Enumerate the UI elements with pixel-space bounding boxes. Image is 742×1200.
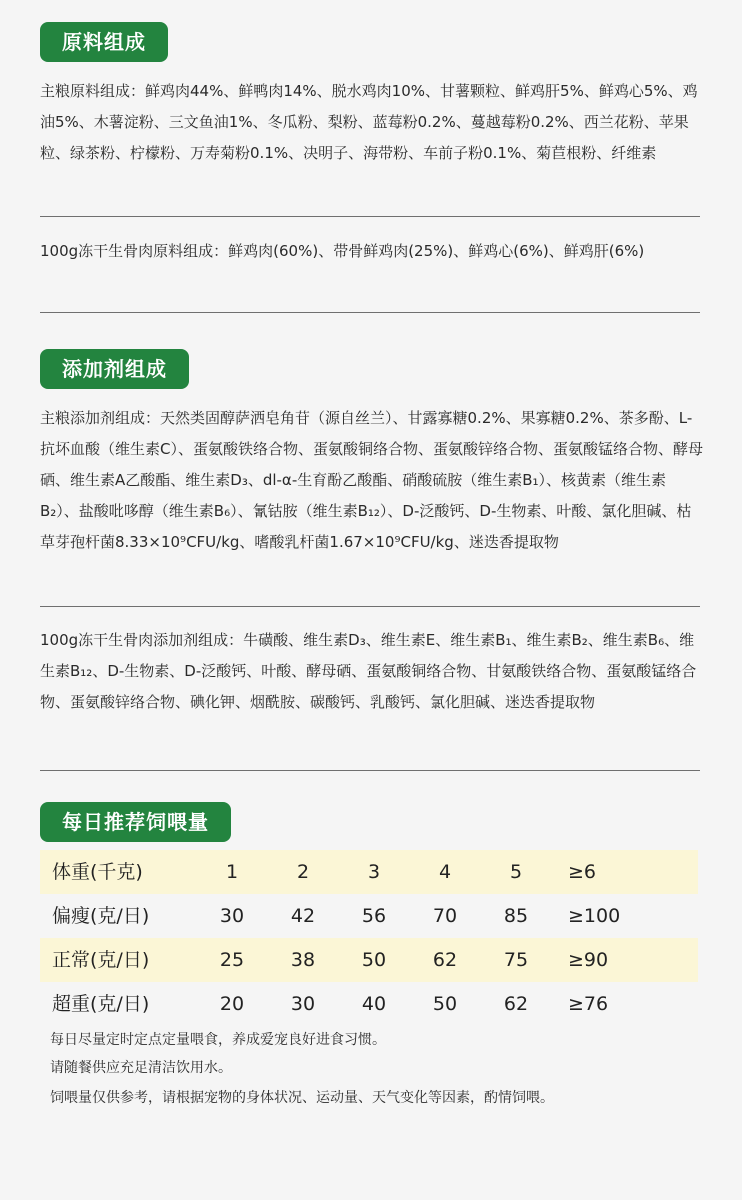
table-cell: 85: [503, 905, 529, 927]
table-cell: 50: [432, 993, 458, 1015]
feeding-heading: 每日推荐饲喂量: [40, 802, 231, 842]
table-cell: 62: [503, 993, 529, 1015]
row-label-overweight: 超重(克/日): [52, 993, 150, 1015]
table-cell: 38: [290, 949, 316, 971]
table-cell: 75: [503, 949, 529, 971]
divider: [40, 216, 700, 217]
table-row: [40, 938, 698, 982]
table-cell: 1: [225, 861, 239, 883]
freeze-dried-ingredients-text: 100g冻干生骨肉原料组成：鲜鸡肉(60%)、带骨鲜鸡肉(25%)、鲜鸡心(6%)、鲜鸡肝(6%): [40, 242, 645, 260]
table-cell: 56: [361, 905, 387, 927]
additives-heading: 添加剂组成: [40, 349, 189, 389]
table-cell: 4: [438, 861, 452, 883]
main-additives-text: 主粮添加剂组成：天然类固醇萨洒皂角苷（源自丝兰）、甘露寡糖0.2%、果寡糖0.2%、茶多酚、L-抗坏血酸（维生素C）、蛋氨酸铁络合物、蛋氨酸铜络合物、蛋氨酸锌络合物、蛋氨酸锰络合物、酵母硒、维生素A乙酸酯、维生素D₃、dl-α-生育酚乙酸酯、硝酸硫胺（维生素B₁）、核黄素（维生素B₂）、盐酸吡哆醇（维生素B₆）、氰钴胺（维生素B₁₂）、D-泛酸钙、D-生物素、叶酸、氯化胆碱、枯草芽孢杆菌8.33×10⁹CFU/kg、嗜酸乳杆菌1.67×10⁹CFU/kg、迷迭香提取物: [40, 409, 703, 551]
table-cell: 62: [432, 949, 458, 971]
table-cell: 30: [290, 993, 316, 1015]
table-cell: 3: [367, 861, 381, 883]
table-cell: 20: [219, 993, 245, 1015]
table-cell: ≥76: [568, 993, 609, 1015]
table-cell: 2: [296, 861, 310, 883]
table-cell: 42: [290, 905, 316, 927]
table-cell: 5: [509, 861, 523, 883]
table-cell: 25: [219, 949, 245, 971]
table-cell: 70: [432, 905, 458, 927]
divider: [40, 770, 700, 771]
freeze-dried-additives-text: 100g冻干生骨肉添加剂组成：牛磺酸、维生素D₃、维生素E、维生素B₁、维生素B₂、维生素B₆、维生素B₁₂、D-生物素、D-泛酸钙、叶酸、酵母硒、蛋氨酸铜络合物、甘氨酸铁络合物、蛋氨酸锰络合物、蛋氨酸锌络合物、碘化钾、烟酰胺、碳酸钙、乳酸钙、氯化胆碱、迷迭香提取物: [40, 631, 697, 711]
feeding-note: 请随餐供应充足清洁饮用水。: [50, 1060, 232, 1076]
row-label-normal: 正常(克/日): [52, 949, 150, 971]
divider: [40, 312, 700, 313]
row-label-weight: 体重(千克): [52, 861, 143, 883]
table-row: [40, 894, 698, 938]
table-cell: 30: [219, 905, 245, 927]
table-cell: ≥90: [568, 949, 609, 971]
main-ingredients-text: 主粮原料组成：鲜鸡肉44%、鲜鸭肉14%、脱水鸡肉10%、甘薯颗粒、鲜鸡肝5%、鲜鸡心5%、鸡油5%、木薯淀粉、三文鱼油1%、冬瓜粉、梨粉、蓝莓粉0.2%、蔓越莓粉0.2%、西兰花粉、苹果粒、绿茶粉、柠檬粉、万寿菊粉0.1%、决明子、海带粉、车前子粉0.1%、菊苣根粉、纤维素: [40, 82, 698, 162]
divider: [40, 606, 700, 607]
table-cell: ≥100: [568, 905, 621, 927]
row-label-underweight: 偏瘦(克/日): [52, 905, 150, 927]
table-cell: 50: [361, 949, 387, 971]
feeding-table: [40, 850, 700, 1026]
table-row: [40, 850, 698, 894]
table-row: [40, 982, 698, 1026]
ingredients-heading: 原料组成: [40, 22, 168, 62]
table-cell: 40: [361, 993, 387, 1015]
feeding-note: 每日尽量定时定点定量喂食，养成爱宠良好进食习惯。: [50, 1032, 386, 1048]
table-cell: ≥6: [568, 861, 597, 883]
feeding-note: 饲喂量仅供参考，请根据宠物的身体状况、运动量、天气变化等因素，酌情饲喂。: [50, 1090, 554, 1106]
